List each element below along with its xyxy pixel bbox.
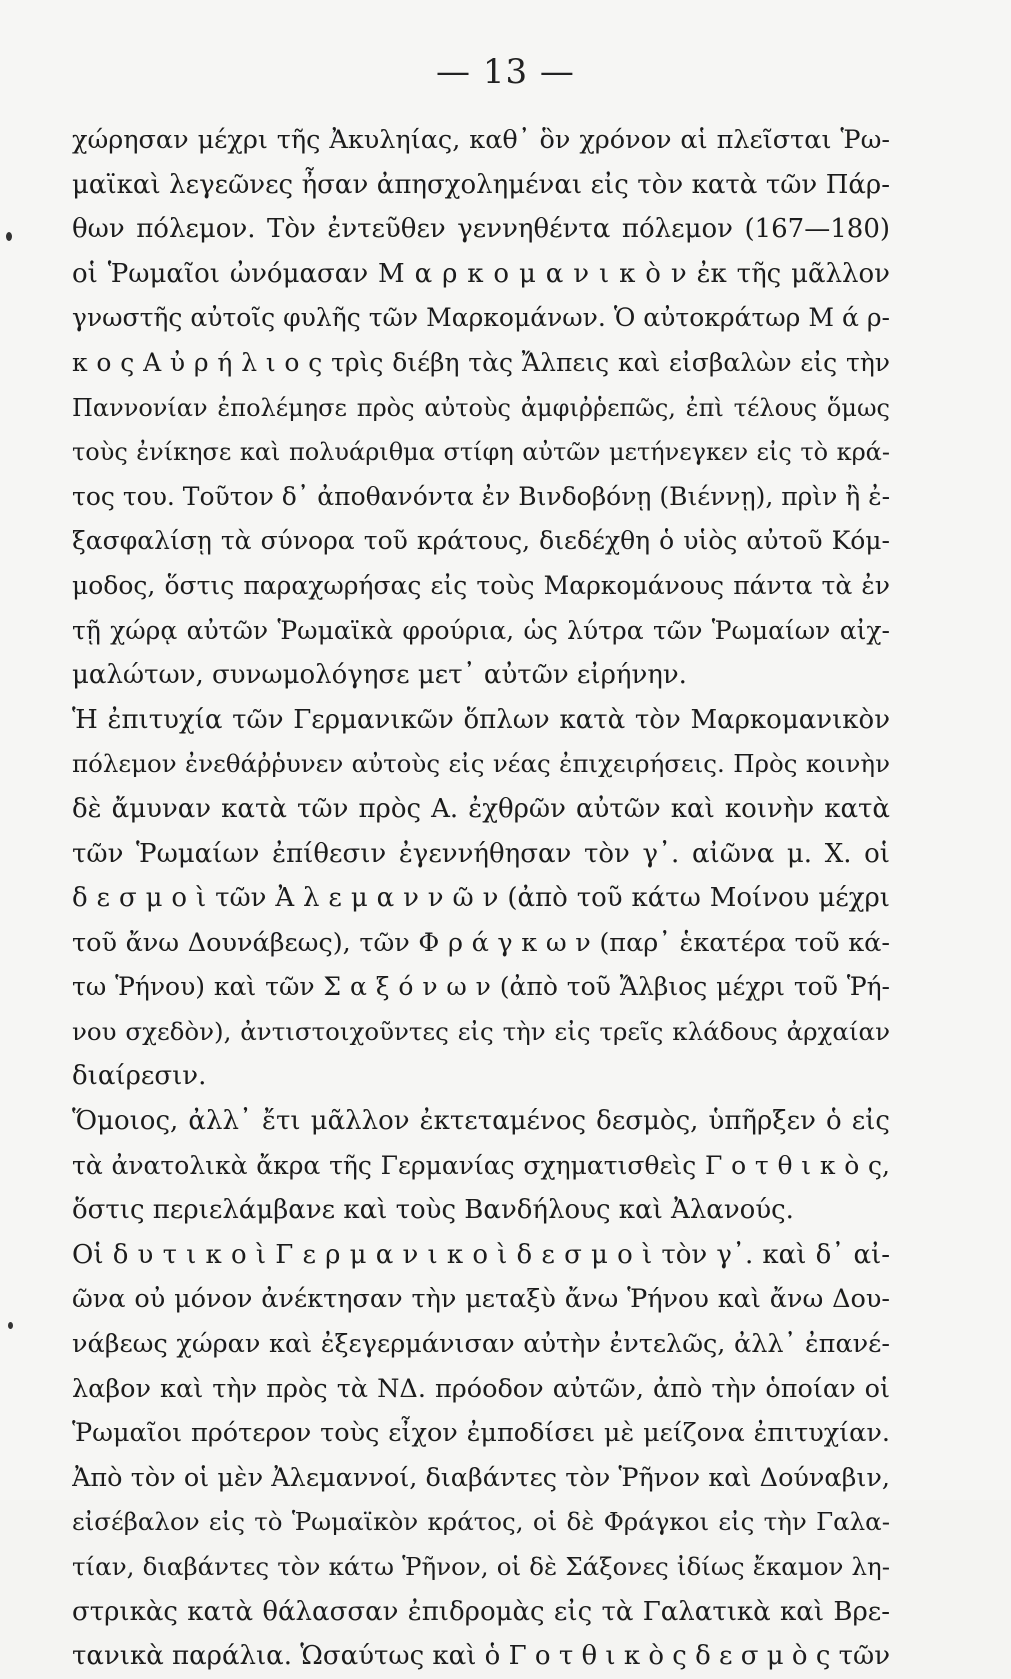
- text-line: θων πόλεμον. Τὸν ἐντεῦθεν γεννηθέντα πόλεμον (167—180): [72, 214, 890, 245]
- text-line: εἰσέβαλον εἰς τὸ Ῥωμαϊκὸν κράτος, οἱ δὲ Φράγκοι εἰς τὴν Γαλα-: [72, 1507, 890, 1537]
- text-line: Οἱ δ υ τ ι κ ο ὶ Γ ε ρ μ α ν ι κ ο ὶ δ ε σ μ ο ὶ τὸν γ᾽. καὶ δ᾽ αἰ-: [72, 1239, 890, 1270]
- text-line: τῇ χώρᾳ αὐτῶν Ῥωμαϊκὰ φρούρια, ὡς λύτρα τῶν Ῥωμαίων αἰχ-: [72, 615, 890, 645]
- margin-ink-speck: [6, 232, 12, 241]
- text-line: ῶνα οὐ μόνον ἀνέκτησαν τὴν μεταξὺ ἄνω Ῥήνου καὶ ἄνω Δου-: [72, 1284, 890, 1315]
- text-line: δ ε σ μ ο ὶ τῶν Ἀ λ ε μ α ν ν ῶ ν (ἀπὸ τοῦ κάτω Μοίνου μέχρι: [72, 883, 890, 914]
- text-line: Παννονίαν ἐπολέμησε πρὸς αὐτοὺς ἀμφιῤῥεπῶς, ἐπὶ τέλους ὅμως: [72, 393, 890, 422]
- text-line: διαίρεσιν.: [72, 1061, 207, 1092]
- text-line: μαλώτων, συνωμολόγησε μετ᾽ αὐτῶν εἰρήνην.: [72, 660, 687, 691]
- text-line: δὲ ἄμυναν κατὰ τῶν πρὸς Α. ἐχθρῶν αὐτῶν καὶ κοινὴν κατὰ: [72, 793, 890, 824]
- text-line: λαβον καὶ τὴν πρὸς τὰ ΝΔ. πρόοδον αὐτῶν, ἀπὸ τὴν ὁποίαν οἱ: [72, 1373, 890, 1404]
- text-line: Ἡ ἐπιτυχία τῶν Γερμανικῶν ὅπλων κατὰ τὸν Μαρκομανικὸν: [72, 704, 890, 735]
- text-line: νου σχεδὸν), ἀντιστοιχοῦντες εἰς τὴν εἰς τρεῖς κλάδους ἀρχαίαν: [72, 1016, 890, 1046]
- text-line: τίαν, διαβάντες τὸν κάτω Ῥῆνον, οἱ δὲ Σάξονες ἰδίως ἔκαμον λη-: [72, 1552, 890, 1581]
- text-line: τος του. Τοῦτον δ᾽ ἀποθανόντα ἐν Βινδοβόνῃ (Βιέννῃ), πρὶν ἢ ἐ-: [72, 481, 890, 511]
- text-line: τῶν Ῥωμαίων ἐπίθεσιν ἐγεννήθησαν τὸν γ᾽. αἰῶνα μ. Χ. οἱ: [72, 838, 890, 869]
- text-line: τοῦ ἄνω Δουνάβεως), τῶν Φ ρ ά γ κ ω ν (παρ᾽ ἑκατέρα τοῦ κά-: [72, 927, 890, 958]
- text-line: στρικὰς κατὰ θάλασσαν ἐπιδρομὰς εἰς τὰ Γαλατικὰ καὶ Βρε-: [72, 1596, 890, 1627]
- text-line: μοδος, ὅστις παραχωρήσας εἰς τοὺς Μαρκομάνους πάντα τὰ ἐν: [72, 570, 890, 600]
- text-line: χώρησαν μέχρι τῆς Ἀκυληίας, καθ᾽ ὃν χρόνον αἱ πλεῖσται Ῥω-: [72, 125, 890, 155]
- page-number-header: — 13 —: [436, 52, 575, 92]
- text-line: Ἀπὸ τὸν οἱ μὲν Ἀλεμαννοί, διαβάντες τὸν Ῥῆνον καὶ Δούναβιν,: [72, 1462, 890, 1493]
- text-line: τανικὰ παράλια. Ὡσαύτως καὶ ὁ Γ ο τ θ ι κ ὸ ς δ ε σ μ ὸ ς τῶν: [72, 1641, 890, 1672]
- text-line: Ὅμοιος, ἀλλ᾽ ἔτι μᾶλλον ἐκτεταμένος δεσμὸς, ὑπῆρξεν ὁ εἰς: [72, 1106, 890, 1137]
- text-line: Ῥωμαῖοι πρότερον τοὺς εἶχον ἐμποδίσει μὲ μείζονα ἐπιτυχίαν.: [72, 1418, 890, 1449]
- text-line: νάβεως χώραν καὶ ἐξεγερμάνισαν αὐτὴν ἐντελῶς, ἀλλ᾽ ἐπανέ-: [72, 1329, 890, 1360]
- text-line: οἱ Ῥωμαῖοι ὠνόμασαν Μ α ρ κ ο μ α ν ι κ ὸ ν ἐκ τῆς μᾶλλον: [72, 258, 890, 289]
- text-line: μαϊκαὶ λεγεῶνες ἦσαν ἀπησχολημέναι εἰς τὸν κατὰ τῶν Πάρ-: [72, 169, 890, 200]
- margin-ink-speck: [8, 1322, 13, 1329]
- text-line: πόλεμον ἐνεθάῤῥυνεν αὐτοὺς εἰς νέας ἐπιχειρήσεις. Πρὸς κοινὴν: [72, 749, 890, 779]
- body-text: [72, 118, 890, 1679]
- text-line: τω Ῥήνου) καὶ τῶν Σ α ξ ό ν ω ν (ἀπὸ τοῦ Ἄλβιος μέχρι τοῦ Ῥή-: [72, 972, 890, 1002]
- text-line: ξασφαλίσῃ τὰ σύνορα τοῦ κράτους, διεδέχθη ὁ υἱὸς αὐτοῦ Κόμ-: [72, 526, 890, 556]
- text-line: τὰ ἀνατολικὰ ἄκρα τῆς Γερμανίας σχηματισθεὶς Γ ο τ θ ι κ ὸ ς,: [72, 1150, 890, 1180]
- text-line: γνωστῆς αὐτοῖς φυλῆς τῶν Μαρκομάνων. Ὁ αὐτοκράτωρ Μ ά ρ-: [72, 303, 890, 333]
- text-line: ὅστις περιελάμβανε καὶ τοὺς Βανδήλους καὶ Ἀλανούς.: [72, 1195, 794, 1226]
- text-line: τοὺς ἐνίκησε καὶ πολυάριθμα στίφη αὐτῶν μετήνεγκεν εἰς τὸ κρά-: [72, 438, 890, 467]
- text-line: κ ο ς Α ὐ ρ ή λ ι ο ς τρὶς διέβη τὰς Ἄλπεις καὶ εἰσβαλὼν εἰς τὴν: [72, 347, 890, 377]
